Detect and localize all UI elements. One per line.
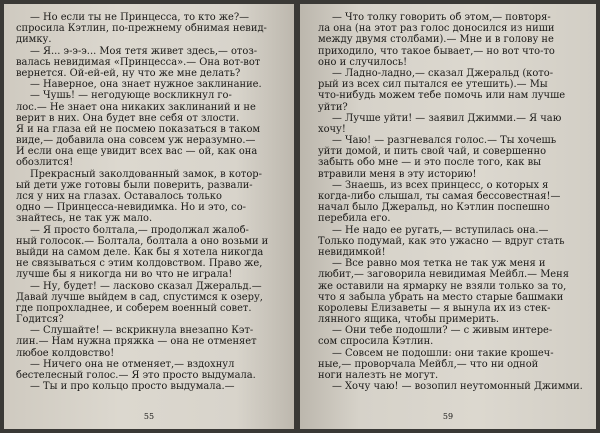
text-line: любит,— заговорила невидимая Мейбл.— Меня [318,269,569,281]
right-page [300,4,596,429]
text-line: не связываться с этим колдовством. Право же, [16,258,263,270]
text-line: же оставили на ярмарку не взяли только за то, [318,280,567,292]
text-line: бестелесный голос.— Я это просто выдумала. [16,370,256,381]
text-line: Давай лучше выйдем в сад, спустимся к озеру, [16,291,263,303]
text-line: невидимкой! [318,246,386,258]
text-line: лся у них на глазах. Оставалось только [16,191,222,202]
text-line: верит в них. Она будет вне себя от злости. [16,112,240,124]
text-line: — Не надо ее ругать,— вступилась она.— [332,224,549,236]
text-line: где попрохладнее, и соберем военный совет. [16,302,252,314]
text-line: ноги налезть не могут. [318,370,439,381]
text-line: что я забыла убрать на место старые башмаки [318,291,564,303]
right-page-number: 59 [442,412,454,421]
text-line: Только подумай, как это ужасно — вдруг стать [318,235,565,247]
text-line: — Знаешь, из всех принцесс, о которых я [332,179,549,191]
text-line: что-нибудь можем тебе помочь или нам лучше [318,90,566,102]
text-line: уйти? [318,101,348,113]
text-line: виде,— добавила она совсем уж неразумно.— [16,135,256,147]
text-line: — Чаю! — разгневался голос.— Ты хочешь [332,135,557,147]
text-line: лин.— Нам нужна пряжка — она не отменяет [16,336,257,348]
text-line: — Совсем не подошли: они такие крошеч- [332,347,554,359]
text-line: оно и случилось! [318,56,408,68]
text-line: — Ты и про кольцо просто выдумала.— [30,381,235,393]
text-line: ла она (на этот раз голос доносился из ниши [318,23,555,35]
text-line: ные,— проворчала Мейбл,— что ни одной [318,358,539,370]
text-line: начал было Джеральд, но Кэтлин поспешно [318,202,550,214]
text-line: — Но если ты не Принцесса, то кто же?— [30,12,249,23]
text-line: димку. [16,34,52,46]
text-line: лучше бы я никогда ни во что не играла! [16,269,233,281]
text-line: сом спросила Кэтлин. [318,336,434,348]
text-line: — Я просто болтала,— продолжал жалоб- [30,224,249,236]
text-line: — Они тебе подошли? — с живым интере- [332,325,553,337]
text-line: — Хочу чаю! — возопил неутомонный Джимми. [332,381,583,393]
text-line: выйди на самом деле. Как бы я хотела никогда [16,246,264,258]
text-line: одно — Принцесса-невидимка. Но и это, со- [16,202,246,214]
text-line: — Ну, будет! — ласково сказал Джеральд.— [30,280,262,292]
text-line: — Все равно моя тетка не так уж меня и [332,258,546,270]
text-line: — Слушайте! — вскрикнула внезапно Кэт- [30,325,254,337]
text-line: любое колдовство! [16,347,115,359]
text-line: лянного ящика, чтобы примерить. [318,314,499,326]
text-line: вернется. Ой-ей-ей, ну что же мне делать? [16,67,241,79]
text-line: — Что толку говорить об этом,— повторя- [332,12,551,23]
text-line: перебила его. [318,213,391,225]
right-page-text [318,12,588,392]
text-line: забыть обо мне — и это после того, как вы [318,157,541,169]
text-line: — Ничего она не отменяет,— вздохнул [30,358,235,370]
text-line: обозлится! [16,157,74,169]
text-line: втравили меня в эту историю! [318,168,477,180]
text-line: — Лучше уйти! — заявил Джимми.— Я чаю [332,112,562,124]
text-line: когда-либо слышал, ты самая бессовестная!— [318,191,561,202]
text-line: ный голосок.— Болтала, болтала а оно возьми и [16,235,269,247]
text-line: Я и на глаза ей не посмею показаться в таком [16,123,261,135]
text-line: — Чушь! — негодующе воскликнул го- [30,90,232,102]
text-line: между двумя столбами).— Мне и в голову не [318,34,554,46]
left-page-text [16,12,286,392]
text-line: — Наверное, она знает нужное заклинание. [30,79,262,91]
text-line: лос.— Не знает она никаких заклинаний и не [16,101,256,113]
text-line: уйти домой, и пить свой чай, и совершенно [318,146,547,158]
text-line: королевы Елизаветы — я вынула их из стек- [318,302,551,314]
text-line: И если она еще увидит всех вас — ой, как она [16,146,258,158]
text-line: спросила Кэтлин, по-прежнему обнимая невид- [16,23,267,35]
text-line: хочу! [318,123,346,135]
text-line: приходило, что такое бывает,— но вот что-то [318,45,555,57]
left-page [4,4,294,429]
text-line: — Ладно-ладно,— сказал Джеральд (кото- [332,67,554,79]
text-line: знайтесь, не так уж мало. [16,213,153,225]
text-line: валась невидимая «Принцесса».— Она вот-вот [16,56,261,68]
text-line: ый дети уже готовы были поверить, развали- [16,179,253,191]
text-line: Годится? [16,314,64,326]
left-page-number: 55 [143,412,155,421]
text-line: Прекрасный заколдованный замок, в котор- [30,168,262,180]
text-line: рый из всех сил пытался ее утешить).— Мы [318,79,548,91]
text-line: — Я... э-э-э... Моя тетя живет здесь,— отоз- [30,45,258,57]
